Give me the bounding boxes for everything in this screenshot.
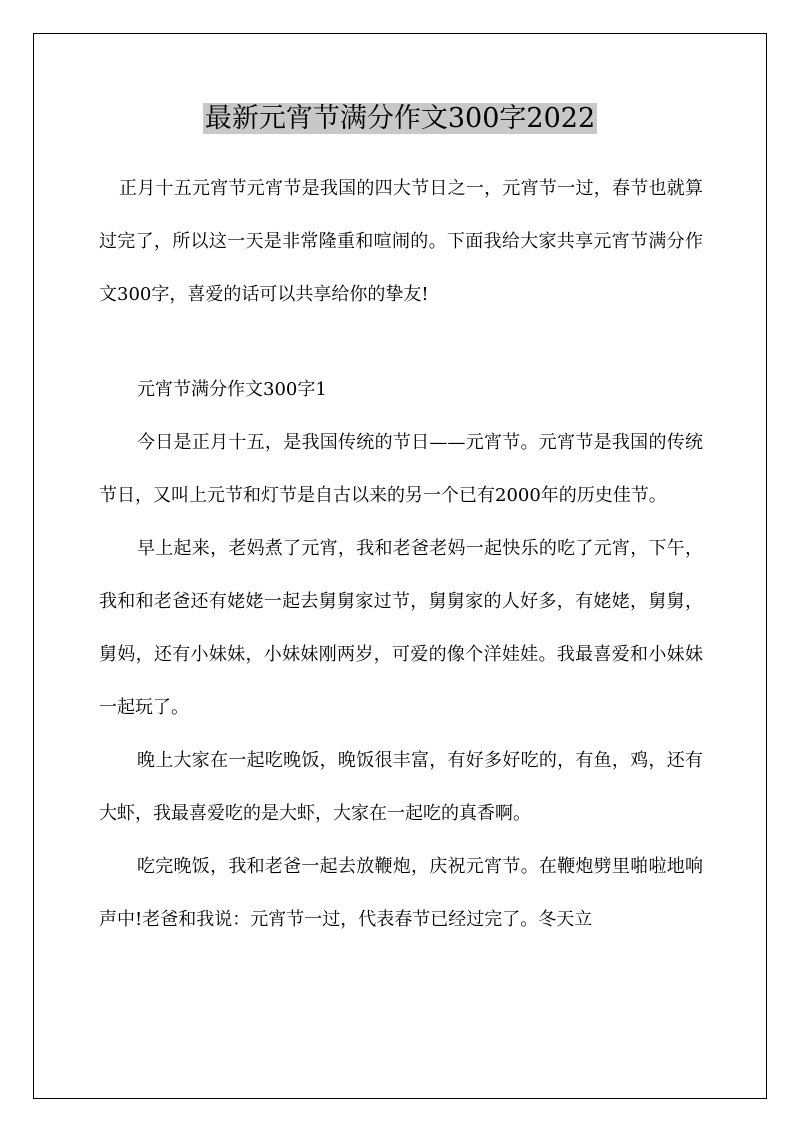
body-paragraph: 今日是正月十五，是我国传统的节日——元宵节。元宵节是我国的传统节日，又叫上元节和灯节是自古以来的另一个已有2000年的历史佳节。 [99, 432, 703, 506]
section-heading: 元宵节满分作文300字1 [137, 379, 327, 400]
spacer [99, 321, 703, 363]
body-paragraph: 吃完晚饭，我和老爸一起去放鞭炮，庆祝元宵节。在鞭炮劈里啪啦地响声中!老爸和我说：元宵节一过，代表春节已经过完了。冬天立 [99, 856, 703, 930]
document-body [99, 162, 703, 946]
document-title [0, 98, 800, 140]
body-paragraph: 早上起来，老妈煮了元宵，我和老爸老妈一起快乐的吃了元宵，下午，我和和老爸还有姥姥一起去舅舅家过节，舅舅家的人好多，有姥姥，舅舅，舅妈，还有小妹妹，小妹妹刚两岁，可爱的像个洋娃娃。我最喜爱和小妹妹一起玩了。 [99, 538, 703, 718]
intro-paragraph: 正月十五元宵节元宵节是我国的四大节日之一，元宵节一过，春节也就算过完了，所以这一天是非常隆重和喧闹的。下面我给大家共享元宵节满分作文300字，喜爱的话可以共享给你的挚友! [99, 178, 703, 305]
document-title-text: 最新元宵节满分作文300字2022 [204, 103, 596, 134]
body-paragraph: 晚上大家在一起吃晚饭，晚饭很丰富，有好多好吃的，有鱼，鸡，还有大虾，我最喜爱吃的是大虾，大家在一起吃的真香啊。 [99, 750, 703, 824]
